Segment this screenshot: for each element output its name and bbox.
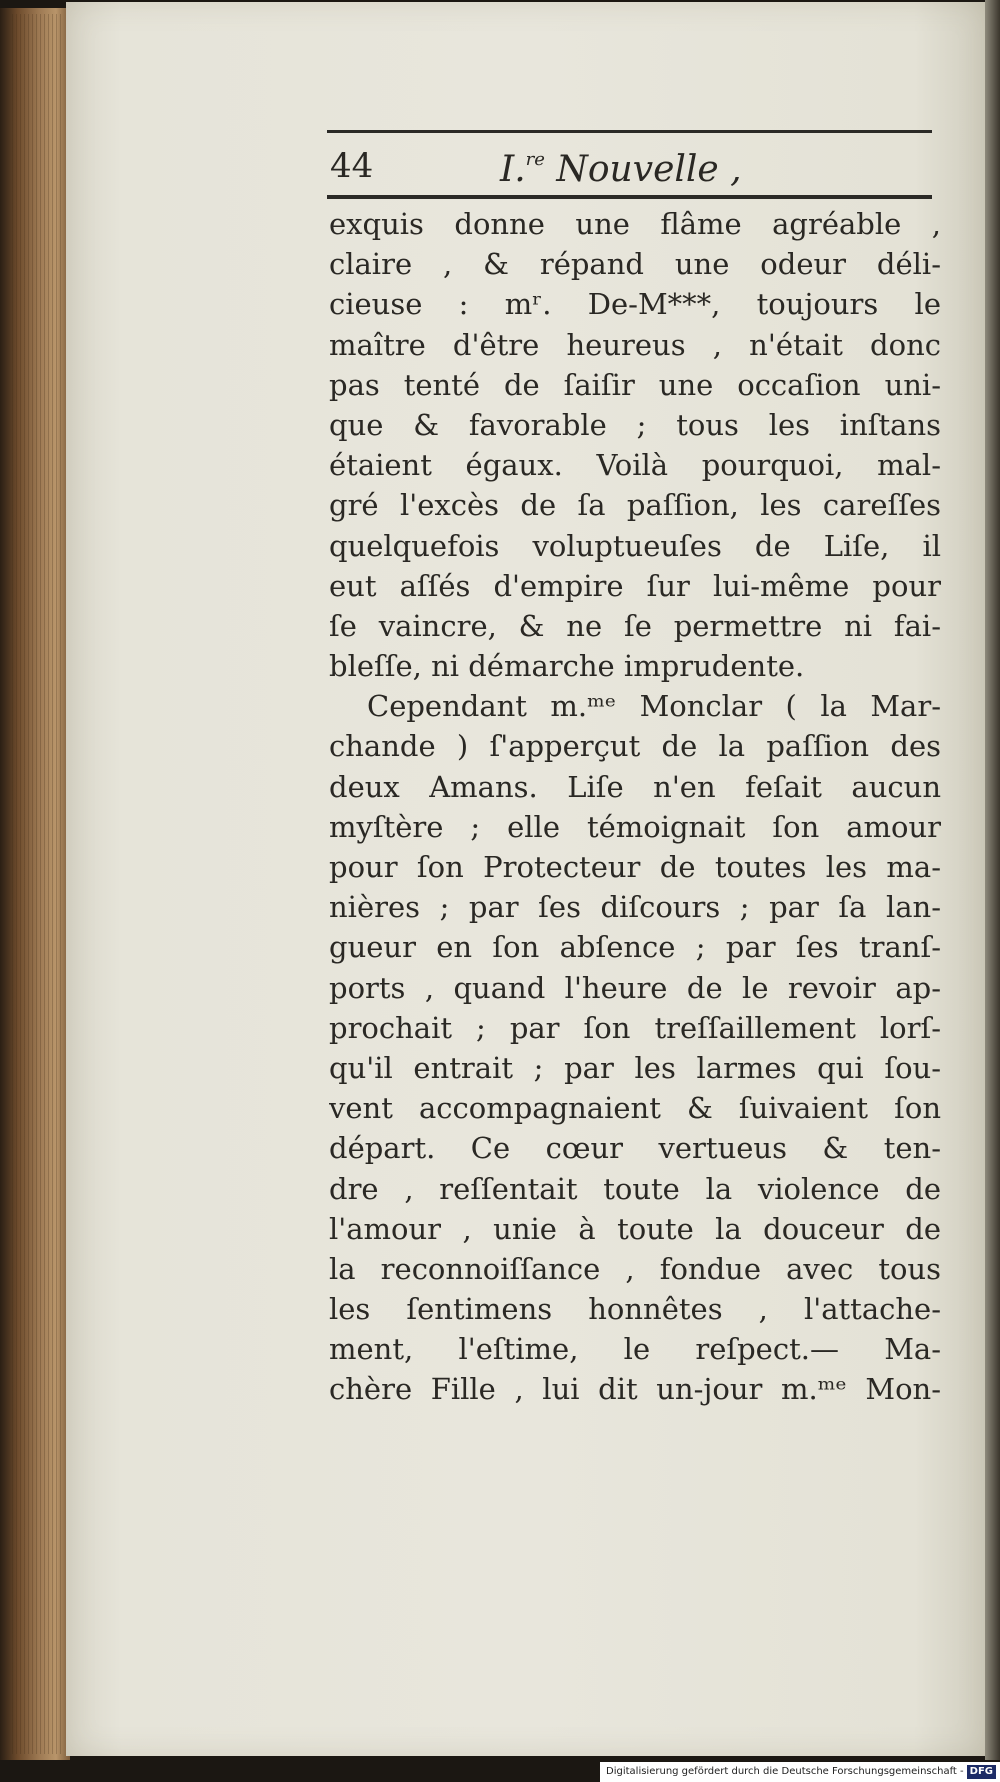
text-line: nières ; par ſes diſcours ; par ſa lan- <box>329 890 941 925</box>
text-line: vent accompagnaient & ſuivaient ſon <box>329 1091 941 1126</box>
header-rule-top <box>327 130 932 133</box>
text-line: pour ſon Protecteur de toutes les ma- <box>329 850 941 884</box>
text-line: la reconnoiſſance , fondue avec tous <box>329 1251 941 1286</box>
digitization-credit <box>600 1762 1000 1782</box>
page-body-text <box>329 204 941 1410</box>
text-line: bleſſe, ni démarche imprudente. <box>329 649 805 684</box>
text-line: Cependant m.ᵐᵉ Monclar ( la Mar- <box>367 689 941 724</box>
text-line: claire , & répand une odeur déli- <box>329 247 941 282</box>
text-line: l'amour , unie à toute la douceur de <box>329 1211 941 1246</box>
dfg-logo: DFG <box>967 1765 996 1779</box>
text-line: ſe vaincre, & ne ſe permettre ni fai- <box>329 608 941 643</box>
page-header <box>330 134 930 194</box>
text-line: gré l'excès de ſa paſſion, les careſſes <box>329 488 941 523</box>
text-line: chande ) ſ'apperçut de la paſſion des <box>329 729 941 764</box>
page-number: 44 <box>330 146 374 186</box>
header-rule-bottom <box>327 195 932 199</box>
text-line: exquis donne une flâme agréable , <box>329 207 941 241</box>
running-head-title: Nouvelle , <box>544 149 742 190</box>
text-line: que & favorable ; tous les inſtans <box>329 407 941 442</box>
credit-text: Digitalisierung gefördert durch die Deutsche Forschungsgemeinschaft - <box>606 1766 964 1777</box>
text-line: étaient égaux. Voilà pourquoi, mal- <box>329 448 941 483</box>
text-line: cieuse : mʳ. De-M***, toujours le <box>329 287 941 322</box>
text-line: gueur en ſon abſence ; par ſes tranſ- <box>329 930 941 965</box>
text-line: myſtère ; elle témoignait ſon amour <box>329 809 941 844</box>
text-line: prochait ; par ſon treſſaillement lorſ- <box>329 1010 941 1045</box>
text-line: maître d'être heureus , n'était donc <box>329 327 941 362</box>
running-head <box>500 138 742 192</box>
book-right-edge <box>985 0 1000 1760</box>
text-line: eut aſſés d'empire ſur lui-même pour <box>329 568 941 603</box>
text-line: ports , quand l'heure de le revoir ap- <box>329 970 941 1005</box>
text-line: qu'il entrait ; par les larmes qui ſou- <box>329 1050 941 1085</box>
text-line: pas tenté de ſaiſir une occaſion uni- <box>329 367 941 402</box>
text-line: ment, l'eſtime, le reſpect.— Ma- <box>329 1332 941 1367</box>
text-line: départ. Ce cœur vertueus & ten- <box>329 1131 941 1166</box>
text-line: les ſentimens honnêtes , l'attache- <box>329 1292 941 1327</box>
running-head-superscript: re <box>525 149 545 170</box>
text-line: quelquefois voluptueuſes de Liſe, il <box>329 528 941 563</box>
text-line: deux Amans. Liſe n'en feſait aucun <box>329 769 941 804</box>
running-head-prefix: I. <box>500 149 526 190</box>
text-line: chère Fille , lui dit un-jour m.ᵐᵉ Mon- <box>329 1372 941 1407</box>
text-line: dre , reſſentait toute la violence de <box>329 1171 941 1206</box>
page-stack-lines <box>12 14 62 1754</box>
